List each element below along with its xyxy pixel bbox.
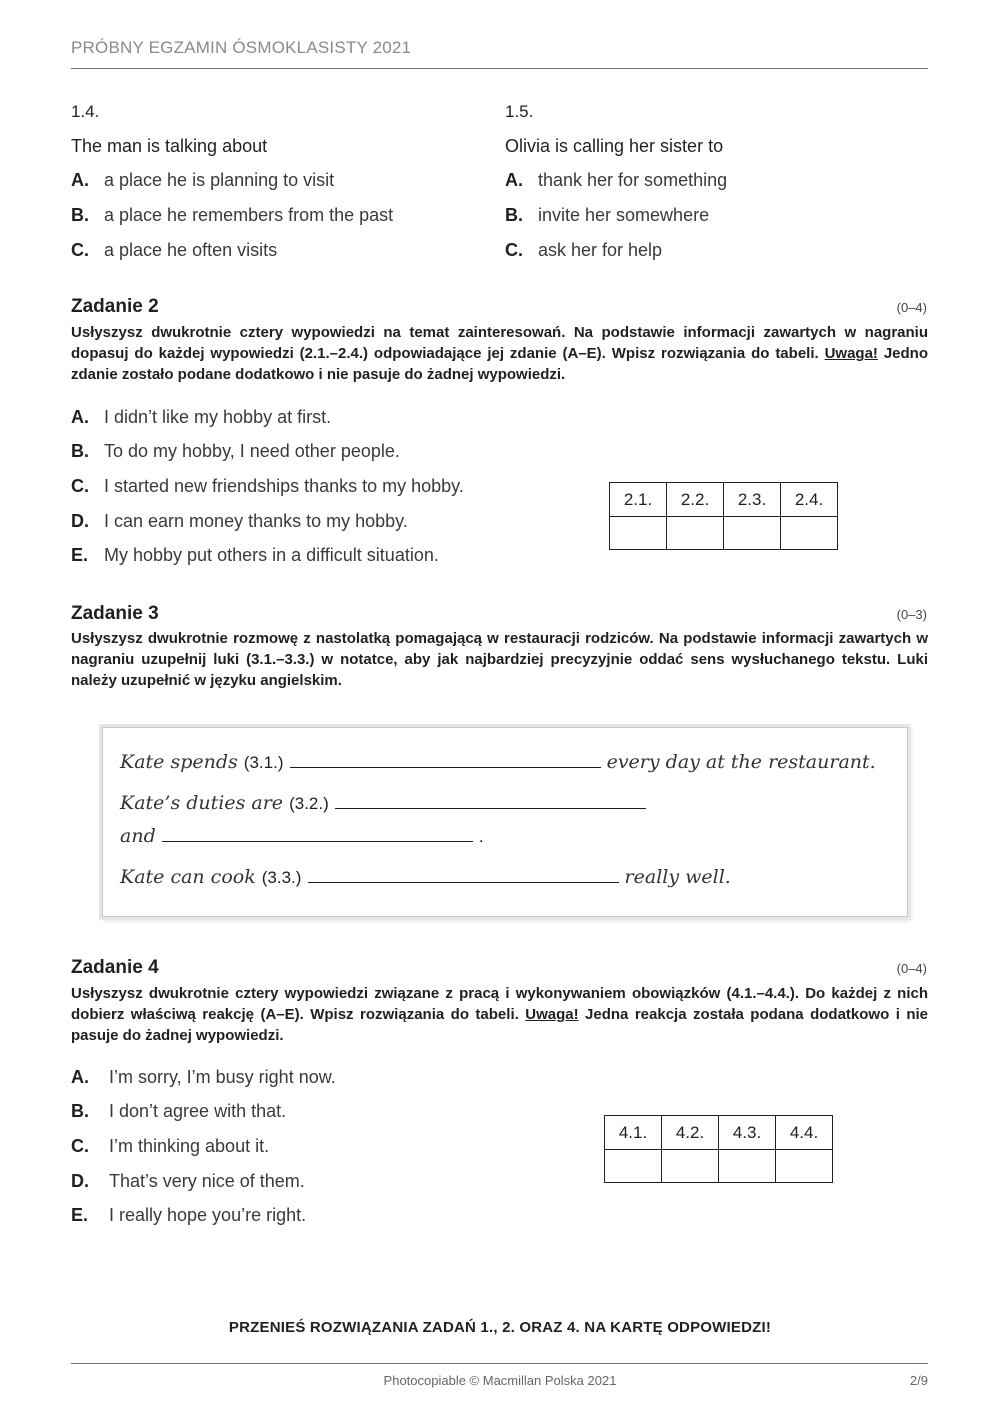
- task-2-points: (0–4): [896, 300, 927, 315]
- gap-ref-3-1: (3.1.): [243, 753, 284, 772]
- question-1-4-option-b[interactable]: B. a place he remembers from the past: [71, 205, 394, 225]
- task-2-answer-cell[interactable]: [667, 517, 724, 550]
- question-1-5-number: 1.5.: [505, 102, 534, 121]
- task-4-answer-table: [604, 1115, 833, 1183]
- task-2-option-a: A. I didn’t like my hobby at first.: [71, 407, 332, 427]
- task-3-points: (0–3): [896, 607, 927, 622]
- task-2-title: Zadanie 2: [71, 296, 159, 317]
- task-2-instruction: Usłyszysz dwukrotnie cztery wypowiedzi na temat zainteresowań. Na podstawie informacji zawartych w nagraniu dopasuj do każdej wypowiedzi (2.1.–2.4.) odpowiadające jej zdanie (A–E). Wpisz rozwiązania do tabeli. Uwaga! Jedno zdanie zostało podane dodatkowo i nie pasuje do żadnej wypowiedzi.: [71, 324, 928, 383]
- task-2-option-b: B. To do my hobby, I need other people.: [71, 441, 400, 461]
- task-4-col-header: 4.1.: [605, 1116, 662, 1150]
- question-1-4-number: 1.4.: [71, 102, 100, 121]
- footer-divider: [71, 1363, 928, 1364]
- task-2-option-e: E. My hobby put others in a difficult situation.: [71, 545, 439, 565]
- task-3-title: Zadanie 3: [71, 603, 159, 624]
- task-4-answer-cell[interactable]: [605, 1150, 662, 1183]
- task-4-warning: Uwaga!: [525, 1006, 579, 1023]
- header-divider: [71, 68, 928, 69]
- task-4-option-e: E. I really hope you’re right.: [71, 1205, 307, 1225]
- question-1-4-option-a[interactable]: A. a place he is planning to visit: [71, 170, 335, 190]
- task-4-col-header: 4.3.: [719, 1116, 776, 1150]
- gap-3-3-input[interactable]: [308, 866, 619, 883]
- task-4-option-b: B. I don’t agree with that.: [71, 1101, 287, 1121]
- task-4-points: (0–4): [896, 961, 927, 976]
- gap-3-1-input[interactable]: [290, 751, 601, 768]
- task-2-answer-cell[interactable]: [610, 517, 667, 550]
- task-3-instruction: Usłyszysz dwukrotnie rozmowę z nastolatką pomagającą w restauracji rodziców. Na podstawie informacji zawartych w nagraniu uzupełnij luki (3.1.–3.3.) w notatce, aby jak najbardziej precyzyjnie oddać sens wysłuchanego tekstu. Luki należy uzupełnić w języku angielskim.: [71, 630, 928, 689]
- task-2-col-header: 2.1.: [610, 483, 667, 517]
- task-4-option-d: D. That’s very nice of them.: [71, 1171, 305, 1191]
- note-line-3-2b: and .: [120, 825, 484, 847]
- note-line-3-3: Kate can cook (3.3.) really well.: [120, 866, 731, 888]
- note-line-3-2: Kate’s duties are (3.2.): [120, 792, 646, 814]
- footer-copyright: Photocopiable © Macmillan Polska 2021: [383, 1373, 617, 1388]
- task-4-option-c: C. I’m thinking about it.: [71, 1136, 270, 1156]
- task-2-col-header: 2.4.: [781, 483, 838, 517]
- task-4-instruction: Usłyszysz dwukrotnie cztery wypowiedzi związane z pracą i wykonywaniem obowiązków (4.1.–4.4.). Do każdej z nich dobierz właściwą reakcję (A–E). Wpisz rozwiązania do tabeli. Uwaga! Jedna reakcja została podana dodatkowo i nie pasuje do żadnej wypowiedzi.: [71, 985, 928, 1044]
- task-4-answer-cell[interactable]: [776, 1150, 833, 1183]
- question-1-4-option-c[interactable]: C. a place he often visits: [71, 240, 278, 260]
- task-4-col-header: 4.4.: [776, 1116, 833, 1150]
- page-header-title: PRÓBNY EGZAMIN ÓSMOKLASISTY 2021: [71, 38, 412, 57]
- gap-ref-3-2: (3.2.): [289, 794, 329, 813]
- question-1-5-stem: Olivia is calling her sister to: [505, 136, 724, 156]
- gap-3-2a-input[interactable]: [335, 792, 646, 809]
- task-4-option-a: A. I’m sorry, I’m busy right now.: [71, 1067, 336, 1087]
- question-1-5-option-a[interactable]: A. thank her for something: [505, 170, 728, 190]
- transfer-notice: PRZENIEŚ ROZWIĄZANIA ZADAŃ 1., 2. ORAZ 4. NA KARTĘ ODPOWIEDZI!: [228, 1319, 772, 1336]
- gap-ref-3-3: (3.3.): [261, 868, 302, 887]
- page-number: 2/9: [909, 1373, 928, 1388]
- task-2-answer-cell[interactable]: [781, 517, 838, 550]
- task-2-answer-table: [609, 482, 838, 550]
- task-2-col-header: 2.2.: [667, 483, 724, 517]
- task-2-warning: Uwaga!: [824, 345, 878, 362]
- gap-3-2b-input[interactable]: [162, 825, 473, 842]
- task-4-title: Zadanie 4: [71, 957, 159, 978]
- task-2-col-header: 2.3.: [724, 483, 781, 517]
- task-2-option-d: D. I can earn money thanks to my hobby.: [71, 511, 408, 531]
- question-1-5-option-c[interactable]: C. ask her for help: [505, 240, 663, 260]
- task-4-answer-cell[interactable]: [719, 1150, 776, 1183]
- task-4-col-header: 4.2.: [662, 1116, 719, 1150]
- task-4-answer-cell[interactable]: [662, 1150, 719, 1183]
- note-line-3-1: Kate spends (3.1.) every day at the restaurant.: [120, 751, 876, 773]
- question-1-5-option-b[interactable]: B. invite her somewhere: [505, 205, 710, 225]
- task-2-option-c: C. I started new friendships thanks to my hobby.: [71, 476, 464, 496]
- task-2-answer-cell[interactable]: [724, 517, 781, 550]
- question-1-4-stem: The man is talking about: [71, 136, 268, 156]
